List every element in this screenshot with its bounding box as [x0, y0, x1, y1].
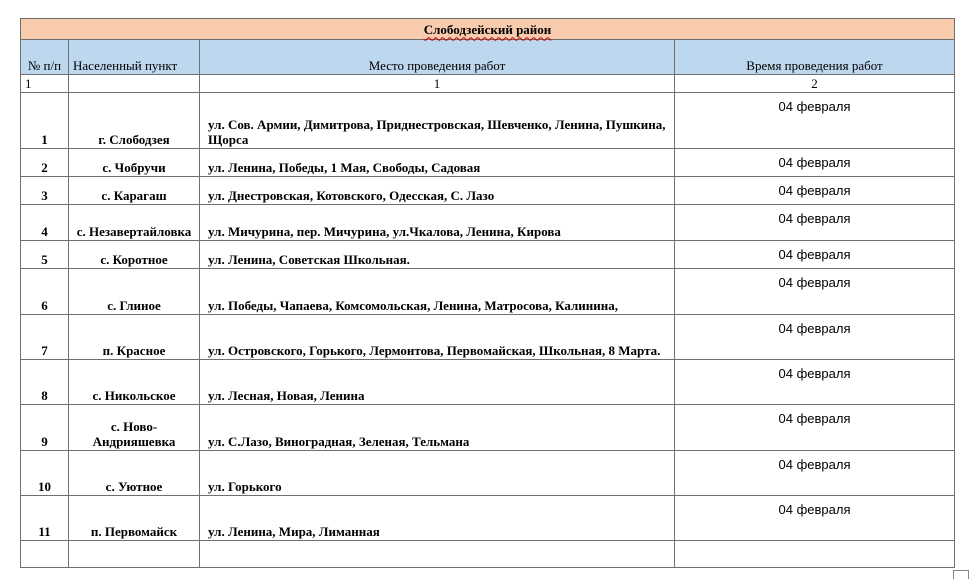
row-place: с. Ново-Андрияшевка	[69, 405, 200, 451]
row-time: 04 февраля	[675, 360, 955, 405]
row-num: 11	[21, 496, 69, 541]
row-location: ул. Ленина, Победы, 1 Мая, Свободы, Садовая	[200, 149, 675, 177]
header-place: Населенный пункт	[69, 40, 200, 75]
row-time: 04 февраля	[675, 405, 955, 451]
row-place: с. Чобручи	[69, 149, 200, 177]
row-location: ул. Горького	[200, 451, 675, 496]
table-row	[21, 315, 955, 360]
district-title: Слободзейский район	[21, 19, 955, 40]
row-num: 6	[21, 269, 69, 315]
header-num: № п/п	[21, 40, 69, 75]
row-num: 8	[21, 360, 69, 405]
colnum-time: 2	[675, 75, 955, 93]
row-location: ул. Лесная, Новая, Ленина	[200, 360, 675, 405]
row-time: 04 февраля	[675, 496, 955, 541]
empty-cell	[675, 541, 955, 568]
table-row	[21, 451, 955, 496]
table-row	[21, 177, 955, 205]
row-num: 7	[21, 315, 69, 360]
row-time: 04 февраля	[675, 205, 955, 241]
table-row	[21, 360, 955, 405]
row-num: 3	[21, 177, 69, 205]
row-num: 5	[21, 241, 69, 269]
row-location: ул. Ленина, Мира, Лиманная	[200, 496, 675, 541]
row-place: с. Коротное	[69, 241, 200, 269]
row-place: с. Уютное	[69, 451, 200, 496]
empty-cell	[200, 541, 675, 568]
table-row	[21, 405, 955, 451]
header-time: Время проведения работ	[675, 40, 955, 75]
table-row	[21, 241, 955, 269]
row-place: п. Красное	[69, 315, 200, 360]
row-place: г. Слободзея	[69, 93, 200, 149]
row-num: 4	[21, 205, 69, 241]
row-location: ул. Днестровская, Котовского, Одесская, С. Лазо	[200, 177, 675, 205]
row-location: ул. Островского, Горького, Лермонтова, Первомайская, Школьная, 8 Марта.	[200, 315, 675, 360]
row-num: 9	[21, 405, 69, 451]
empty-cell	[69, 541, 200, 568]
table-row	[21, 205, 955, 241]
row-time: 04 февраля	[675, 269, 955, 315]
row-num: 1	[21, 93, 69, 149]
column-numbers-row	[21, 75, 955, 93]
row-location: ул. Ленина, Советская Школьная.	[200, 241, 675, 269]
row-place: с. Никольское	[69, 360, 200, 405]
row-time: 04 февраля	[675, 241, 955, 269]
row-location: ул. С.Лазо, Виноградная, Зеленая, Тельмана	[200, 405, 675, 451]
resize-handle[interactable]	[953, 570, 969, 579]
table-row	[21, 269, 955, 315]
empty-row	[21, 541, 955, 568]
row-place: п. Первомайск	[69, 496, 200, 541]
row-place: с. Карагаш	[69, 177, 200, 205]
row-time: 04 февраля	[675, 93, 955, 149]
work-schedule-table	[20, 18, 955, 568]
table-row	[21, 496, 955, 541]
row-time: 04 февраля	[675, 177, 955, 205]
colnum-num: 1	[21, 75, 69, 93]
colnum-place	[69, 75, 200, 93]
row-place: с. Незавертайловка	[69, 205, 200, 241]
row-location: ул. Мичурина, пер. Мичурина, ул.Чкалова, Ленина, Кирова	[200, 205, 675, 241]
row-time: 04 февраля	[675, 451, 955, 496]
empty-cell	[21, 541, 69, 568]
title-row	[21, 19, 955, 40]
row-location: ул. Победы, Чапаева, Комсомольская, Ленина, Матросова, Калинина,	[200, 269, 675, 315]
row-num: 2	[21, 149, 69, 177]
colnum-location: 1	[200, 75, 675, 93]
row-place: с. Глиное	[69, 269, 200, 315]
row-time: 04 февраля	[675, 149, 955, 177]
row-location: ул. Сов. Армии, Димитрова, Приднестровская, Шевченко, Ленина, Пушкина, Щорса	[200, 93, 675, 149]
table-row	[21, 149, 955, 177]
row-num: 10	[21, 451, 69, 496]
header-row	[21, 40, 955, 75]
row-time: 04 февраля	[675, 315, 955, 360]
header-location: Место проведения работ	[200, 40, 675, 75]
table-row	[21, 93, 955, 149]
